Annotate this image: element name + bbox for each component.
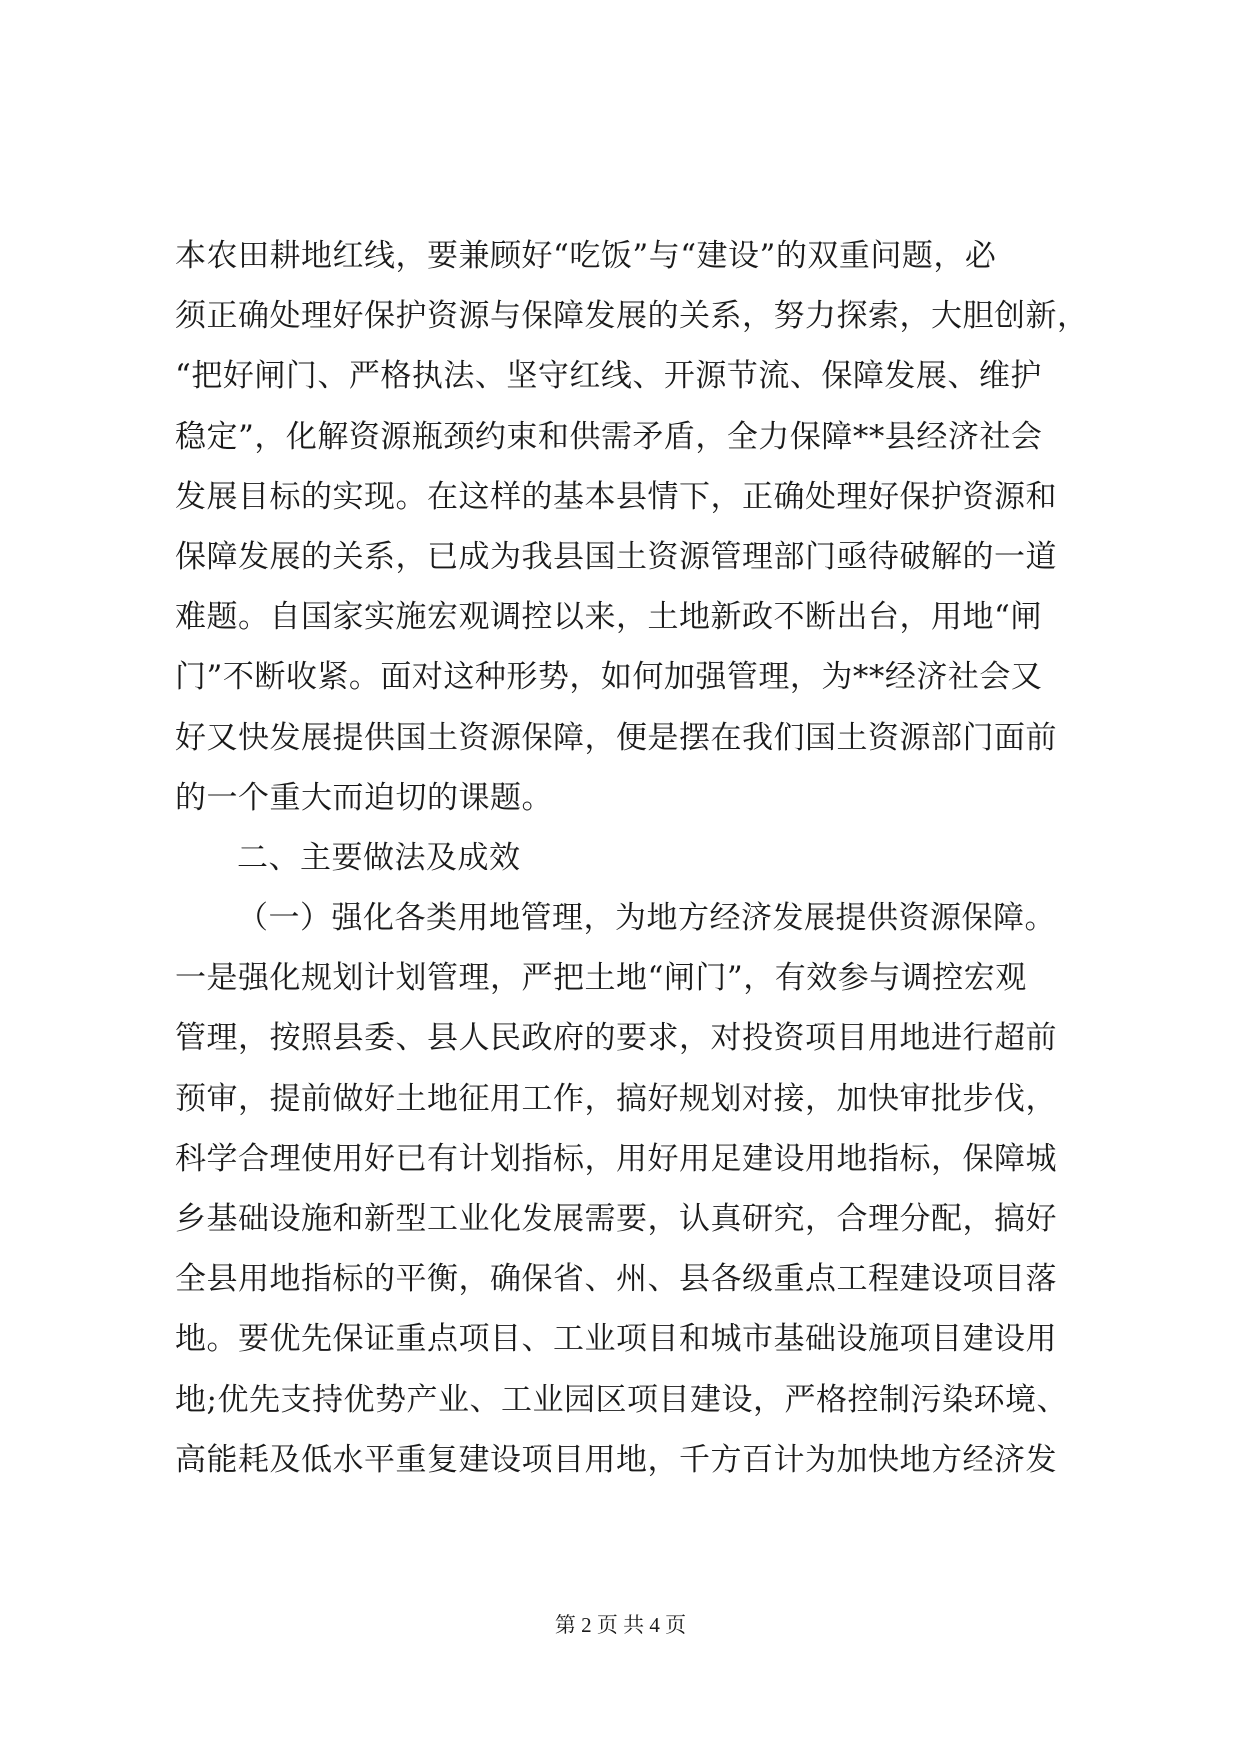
page-footer: 第 2 页 共 4 页 [554,1613,687,1637]
text-line: 的一个重大而迫切的课题。 [175,779,553,816]
body-text [175,226,1089,1490]
text-line: 科学合理使用好已有计划指标，用好用足建设用地指标，保障城 [175,1140,1057,1177]
text-line: 管理，按照县委、县人民政府的要求，对投资项目用地进行超前 [175,1020,1057,1057]
text-line: 难题。自国家实施宏观调控以来，土地新政不断出台，用地“闸 [175,599,1042,636]
text-line: 地;优先支持优势产业、工业园区项目建设，严格控制污染环境、 [175,1381,1068,1418]
text-line: 地。要优先保证重点项目、工业项目和城市基础设施项目建设用 [175,1321,1057,1358]
text-line: 发展目标的实现。在这样的基本县情下，正确处理好保护资源和 [175,478,1057,515]
section-heading: 二、主要做法及成效 [237,839,521,876]
text-line: 乡基础设施和新型工业化发展需要，认真研究，合理分配，搞好 [175,1201,1057,1237]
text-line: 一是强化规划计划管理，严把土地“闸门”，有效参与调控宏观 [175,960,1027,997]
text-line: 须正确处理好保护资源与保障发展的关系，努力探索，大胆创新， [175,298,1089,335]
text-line: 高能耗及低水平重复建设项目用地，千方百计为加快地方经济发 [175,1441,1057,1478]
text-line: 预审，提前做好土地征用工作，搞好规划对接，加快审批步伐， [175,1080,1057,1117]
text-line: 好又快发展提供国土资源保障，便是摆在我们国土资源部门面前 [175,719,1057,756]
text-line: 保障发展的关系，已成为我县国土资源管理部门亟待破解的一道 [175,538,1057,575]
text-line: “把好闸门、严格执法、坚守红线、开源节流、保障发展、维护 [175,358,1042,395]
text-line: 稳定”，化解资源瓶颈约束和供需矛盾，全力保障**县经济社会 [175,418,1043,455]
text-line: 门”不断收紧。面对这种形势，如何加强管理，为**经济社会又 [175,659,1043,696]
subsection-heading: （一）强化各类用地管理，为地方经济发展提供资源保障。 [237,900,1056,937]
text-line: 本农田耕地红线，要兼顾好“吃饭”与“建设”的双重问题，必 [175,238,997,274]
text-line: 全县用地指标的平衡，确保省、州、县各级重点工程建设项目落 [175,1261,1057,1298]
